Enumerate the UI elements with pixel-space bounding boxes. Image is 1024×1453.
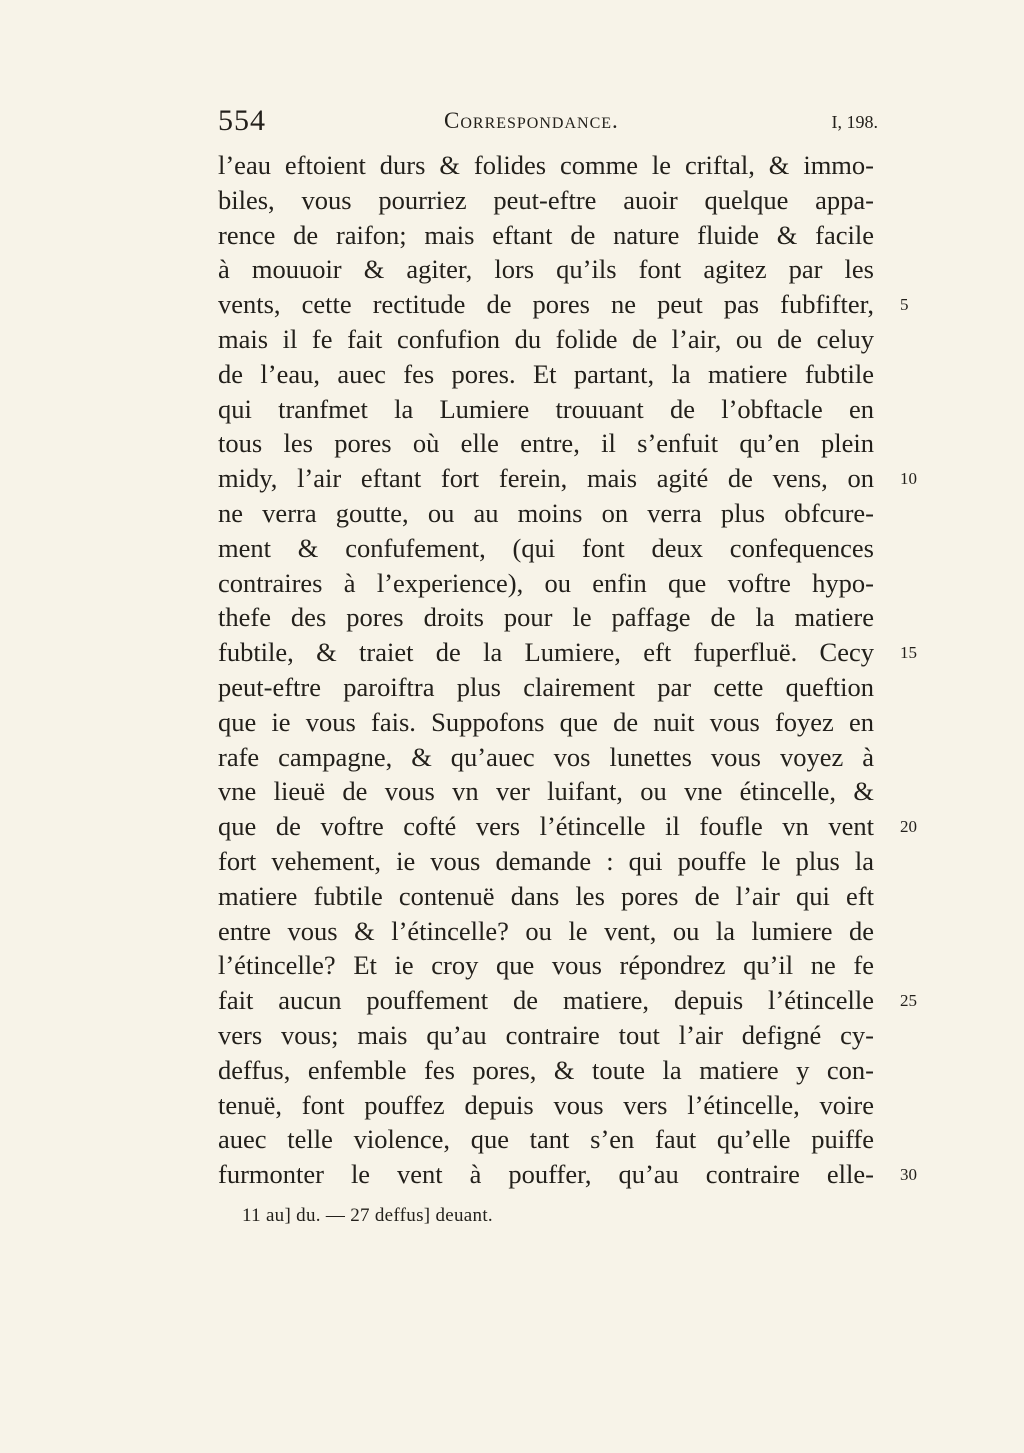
text-line: rafe campagne, & qu’auec vos lunettes vous voyez à (218, 741, 874, 772)
text-line: contraires à l’experience), ou enfin que voftre hypo- (218, 567, 874, 598)
text-line: rence de raifon; mais eftant de nature fluide & facile (218, 219, 874, 250)
text-line: matiere fubtile contenuë dans les pores de l’air qui eft (218, 880, 874, 911)
text-line: vents, cette rectitude de pores ne peut pas fubfifter, (218, 289, 874, 320)
line-number: 25 (900, 991, 917, 1011)
line-number: 5 (900, 295, 909, 315)
text-line: deffus, enfemble fes pores, & toute la matiere y con- (218, 1054, 874, 1085)
text-line: ment & confufement, (qui font deux confequences (218, 532, 874, 563)
page-header (218, 104, 878, 144)
text-line: que de voftre cofté vers l’étincelle il foufle vn vent (218, 811, 874, 842)
text-line: auec telle violence, que tant s’en faut qu’elle puiffe (218, 1124, 874, 1155)
line-number: 15 (900, 643, 917, 663)
text-line: fait aucun pouffement de matiere, depuis l’étincelle (218, 985, 874, 1016)
text-line: biles, vous pourriez peut-eftre auoir quelque appa- (218, 184, 874, 215)
text-line: tous les pores où elle entre, il s’enfuit qu’en plein (218, 428, 874, 459)
volume-reference: I, 198. (831, 112, 878, 132)
line-number: 30 (900, 1165, 917, 1185)
text-line: qui tranfmet la Lumiere trouuant de l’obftacle en (218, 393, 874, 424)
letter-body (218, 148, 874, 1192)
line-number: 20 (900, 817, 917, 837)
line-number: 10 (900, 469, 917, 489)
text-line: de l’eau, auec fes pores. Et partant, la matiere fubtile (218, 358, 874, 389)
text-line: tenuë, font pouffez depuis vous vers l’étincelle, voire (218, 1089, 874, 1120)
text-line: fort vehement, ie vous demande : qui pouffe le plus la (218, 845, 874, 876)
text-line: midy, l’air eftant fort ferein, mais agité de vens, on (218, 463, 874, 494)
text-line: peut-eftre paroiftra plus clairement par cette queftion (218, 671, 874, 702)
text-line: ne verra goutte, ou au moins on verra plus obfcure- (218, 497, 874, 528)
text-line: vne lieuë de vous vn ver luifant, ou vne étincelle, & (218, 776, 874, 807)
page-number: 554 (218, 104, 266, 137)
text-line: entre vous & l’étincelle? ou le vent, ou la lumiere de (218, 915, 874, 946)
text-line: l’étincelle? Et ie croy que vous répondrez qu’il ne fe (218, 950, 874, 981)
text-line: l’eau eftoient durs & folides comme le criftal, & immo- (218, 150, 874, 180)
running-title: Correspondance. (444, 108, 619, 133)
text-line: fubtile, & traiet de la Lumiere, eft fuperfluë. Cecy (218, 637, 874, 668)
text-line: thefe des pores droits pour le paffage de la matiere (218, 602, 874, 633)
text-line: que ie vous fais. Suppofons que de nuit vous foyez en (218, 706, 874, 737)
text-line: mais il fe fait confufion du folide de l’air, ou de celuy (218, 323, 874, 354)
text-line: furmonter le vent à pouffer, qu’au contraire elle- (218, 1159, 874, 1190)
critical-apparatus-note: 11 au] du. — 27 deffus] deuant. (242, 1205, 493, 1226)
text-line: vers vous; mais qu’au contraire tout l’air defigné cy- (218, 1019, 874, 1050)
text-line: à mouuoir & agiter, lors qu’ils font agitez par les (218, 254, 874, 285)
